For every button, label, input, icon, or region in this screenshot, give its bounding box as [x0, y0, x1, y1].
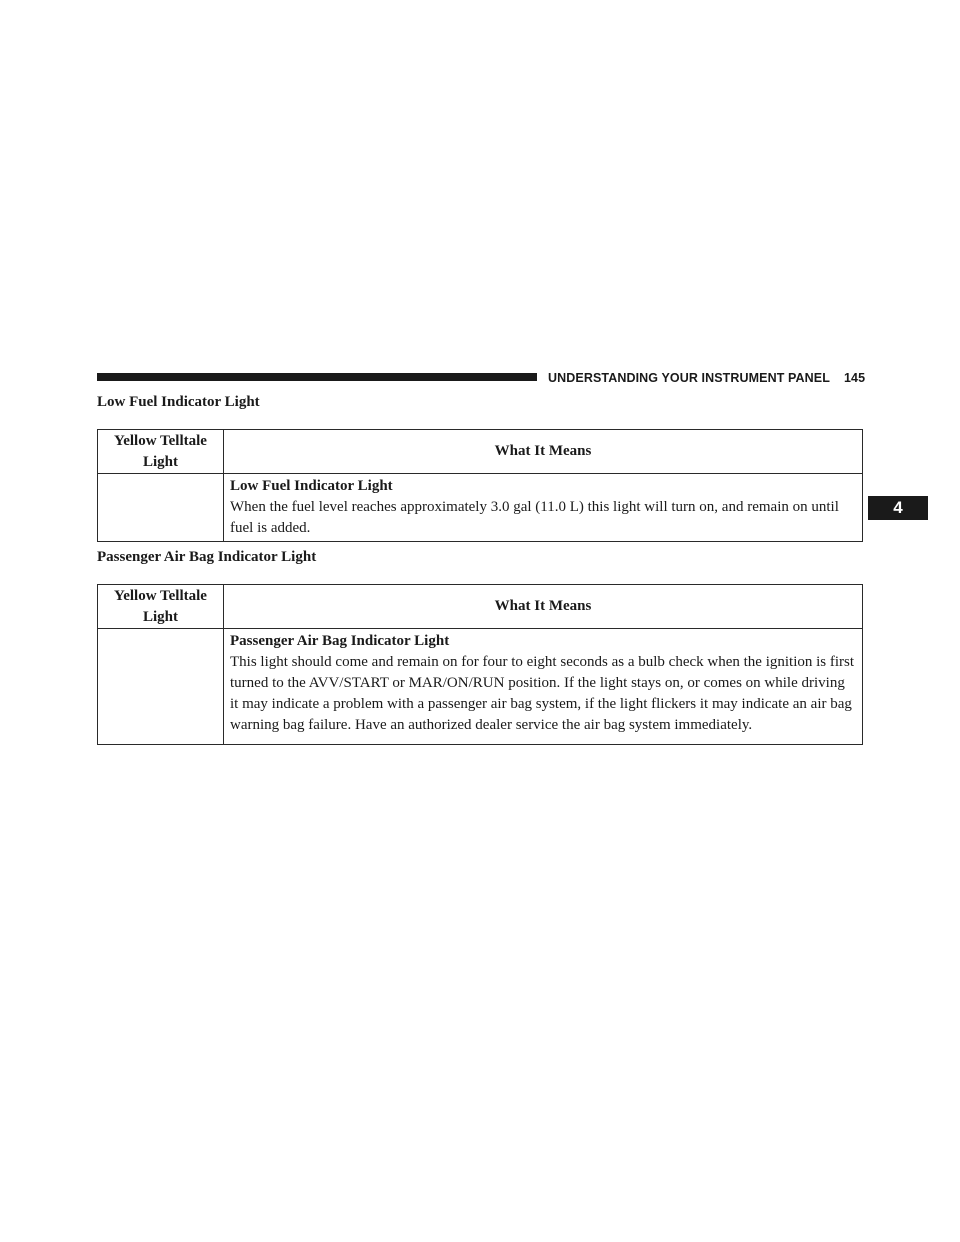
table-header-row — [98, 585, 863, 629]
section-heading-passenger-air-bag: Passenger Air Bag Indicator Light — [97, 549, 317, 565]
row-text: This light should come and remain on for four to eight seconds as a bulb check when the ignition is first turned to the AVV/START or MAR/ON/RUN position. If the light stays on, or comes on while driving it may indicate a problem with a passenger air bag system, if the light flickers it may indicate an air bag warning bag failure. Have an authorized dealer service the air bag system immediately. — [230, 654, 855, 733]
telltale-light-cell — [98, 629, 224, 745]
page-number: 145 — [843, 371, 866, 385]
meaning-cell — [224, 629, 863, 745]
table-row — [98, 629, 863, 745]
row-text: When the fuel level reaches approximately 3.0 gal (11.0 L) this light will turn on, and remain on until fuel is added. — [230, 499, 839, 536]
low-fuel-table — [97, 429, 863, 542]
row-title: Low Fuel Indicator Light — [230, 478, 393, 494]
col-header-meaning: What It Means — [224, 585, 863, 629]
header-rule — [97, 373, 537, 381]
header-section-title: UNDERSTANDING YOUR INSTRUMENT PANEL — [548, 371, 830, 385]
telltale-light-cell — [98, 474, 224, 542]
table-header-row — [98, 430, 863, 474]
row-title: Passenger Air Bag Indicator Light — [230, 633, 450, 649]
meaning-cell — [224, 474, 863, 542]
running-header — [548, 370, 864, 386]
table-row — [98, 474, 863, 542]
col-header-telltale: Yellow Telltale Light — [98, 585, 224, 629]
chapter-tab: 4 — [868, 496, 928, 520]
section-heading-low-fuel: Low Fuel Indicator Light — [97, 394, 260, 410]
col-header-meaning: What It Means — [224, 430, 863, 474]
passenger-air-bag-table — [97, 584, 863, 745]
col-header-telltale: Yellow Telltale Light — [98, 430, 224, 474]
